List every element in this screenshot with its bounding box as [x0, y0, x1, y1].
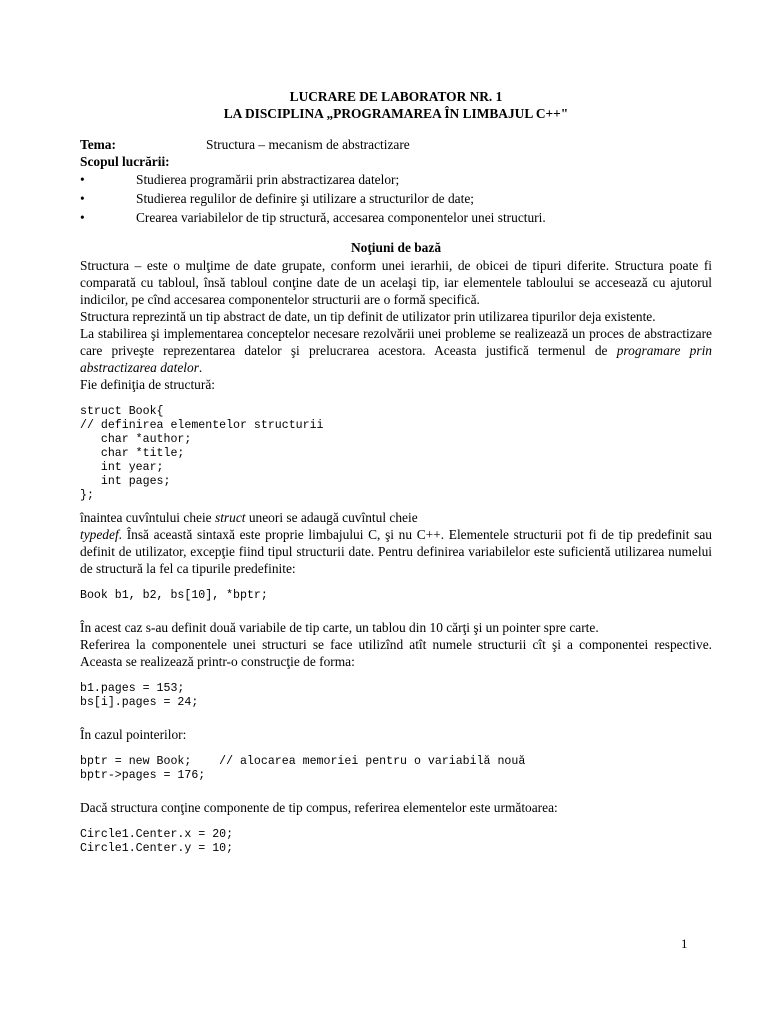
italic-term: struct [214, 510, 246, 525]
italic-term: typedef [80, 527, 119, 542]
paragraph-typedef [80, 526, 712, 577]
text-span: La stabilirea şi implementarea conceptelor necesare rezolvării unei probleme se realizează un proces de abstractizare care priveşte reprezentarea datelor şi prelucrarea acestora. Aceasta justifică termenul de [80, 326, 712, 358]
code-block-struct: struct Book{ // definirea elementelor structurii char *author; char *title; int year; int pages; }; [80, 405, 324, 502]
tema-label: Tema: [80, 137, 116, 152]
goal-text: Crearea variabilelor de tip structură, accesarea componentelor unei structuri. [136, 210, 546, 225]
text-span: uneori se adaugă cuvîntul cheie [245, 510, 418, 525]
document-title-line1: LUCRARE DE LABORATOR NR. 1 [289, 89, 503, 104]
bullet-icon: • [80, 172, 85, 187]
section-title: Noţiuni de bază [350, 240, 442, 255]
goal-text: Studierea regulilor de definire şi utilizare a structurilor de date; [136, 191, 474, 206]
document-page [80, 88, 712, 862]
paragraph-compus: Dacă structura conţine componente de tip compus, referirea elementelor este următoarea: [80, 800, 558, 815]
list-item [80, 189, 712, 208]
code-block-pages: b1.pages = 153; bs[i].pages = 24; [80, 682, 199, 709]
paragraph-definitie: Fie definiţia de structură: [80, 377, 215, 392]
paragraph-referire: Referirea la componentele unei structuri se face utilizînd atît numele structurii cît şi a componentei respective. Aceasta se realizează printr-o construcţie de forma: [80, 637, 712, 669]
bullet-icon: • [80, 210, 85, 225]
paragraph-pointeri: În cazul pointerilor: [80, 727, 187, 742]
code-block-variables: Book b1, b2, bs[10], *bptr; [80, 589, 268, 602]
paragraph-structura: Structura – este o mulţime de date grupate, conform unei ierarhii, de obicei de tipuri diferite. Structura poate fi comparată cu tabloul, însă tabloul conţine date de un acelaşi tip, iar elementele tabloului se accesează cu ajutorul indicilor, pe cînd accesarea componentelor structurii are o formă specifică. [80, 258, 712, 307]
code-block-circle: Circle1.Center.x = 20; Circle1.Center.y = 10; [80, 828, 234, 855]
paragraph-tip-abstract: Structura reprezintă un tip abstract de date, un tip definit de utilizator prin utilizarea tipurilor deja existente. [80, 309, 656, 324]
document-title-line2: LA DISCIPLINA „PROGRAMAREA ÎN LIMBAJUL C++" [223, 106, 569, 121]
goal-text: Studierea programării prin abstractizarea datelor; [136, 172, 400, 187]
page-number: 1 [681, 936, 688, 951]
text-span: . [198, 360, 203, 375]
tema-value: Structura – mecanism de abstractizare [206, 137, 410, 152]
paragraph-abstractizare [80, 325, 712, 376]
tema-row [80, 136, 712, 153]
italic-term: programare prin abstractizarea datelor [80, 343, 712, 375]
list-item [80, 170, 712, 189]
text-span: înaintea cuvîntului cheie [80, 510, 215, 525]
code-block-pointer: bptr = new Book; // alocarea memoriei pentru o variabilă nouă bptr->pages = 176; [80, 755, 526, 782]
text-span: . Însă această sintaxă este proprie limbajului C, şi nu C++. Elementele structurii pot fi de tip predefinit sau definit de utilizator, excepţie fiind tipul structurii date. Pentru definirea variabilelor este suficientă utilizarea numelui de structură la fel ca tipurile predefinite: [80, 527, 712, 576]
goals-list [80, 170, 712, 227]
paragraph-struct-keyword [80, 509, 712, 526]
list-item [80, 208, 712, 227]
bullet-icon: • [80, 191, 85, 206]
paragraph-variabile: În acest caz s-au definit două variabile de tip carte, un tablou din 10 cărţi şi un pointer spre carte. [80, 620, 599, 635]
scopul-label: Scopul lucrării: [80, 154, 170, 169]
